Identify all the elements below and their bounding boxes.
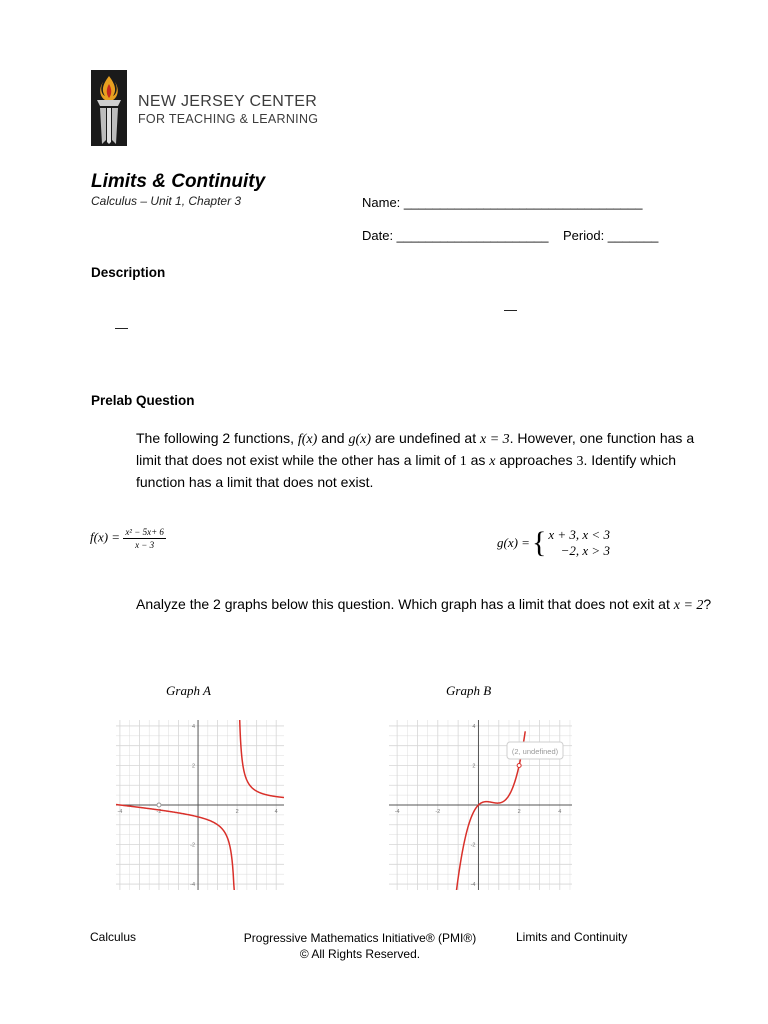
graph-a-y-tick-label: -2 [190, 842, 196, 849]
q1-x-symbol: x [489, 454, 496, 469]
footer-right: Limits and Continuity [516, 930, 628, 944]
graph-b-y-tick-label: 4 [472, 723, 476, 730]
period-field[interactable]: Period: _______ [563, 228, 659, 243]
q2-text: ? [703, 596, 712, 612]
q1-text: . Identify which function has a limit that does not exist. [136, 452, 677, 490]
graph-b-label: Graph B [446, 683, 492, 698]
q1-text: approaches [495, 452, 577, 468]
g-case-1: x + 3, x < 3 [548, 527, 610, 542]
graph-a-x-tick-label: 2 [235, 809, 239, 815]
g-brace: { [531, 526, 547, 559]
graph-a-label: Graph A [166, 683, 211, 698]
logo-line-2: FOR TEACHING & LEARNING [138, 112, 319, 126]
prelab-question-1 [136, 428, 716, 493]
date-field[interactable]: Date: _____________________ [362, 228, 549, 243]
graph-b-y-tick-label: -2 [470, 842, 476, 849]
q2-x-equals: x = 2 [673, 598, 704, 613]
flame-logo-icon [91, 70, 127, 146]
graph-b-x-tick-label: -4 [394, 809, 400, 815]
q1-approach-value: 3 [576, 454, 584, 469]
graph-b-x-tick-label: -2 [435, 809, 441, 815]
footer-left: Calculus [90, 930, 137, 944]
f-lhs: f(x) = [90, 529, 124, 545]
logo-line-1: NEW JERSEY CENTER [138, 93, 318, 110]
graph-b-x-tick-label: 2 [517, 809, 521, 815]
graph-a-x-tick-label: -4 [117, 809, 123, 815]
description-dash-2: — [115, 320, 128, 335]
graph-a-x-tick-label: -2 [156, 809, 162, 815]
graph-b-x-tick-label: 4 [558, 809, 562, 815]
page-subtitle: Calculus – Unit 1, Chapter 3 [91, 194, 242, 208]
q2-text: Analyze the 2 graphs below this question. Which graph has a limit that does not exit at [136, 596, 674, 612]
graph-a-y-tick-label: 4 [191, 723, 196, 730]
graph-a [116, 720, 284, 890]
logo-mark [91, 70, 127, 146]
graph-b-y-tick-label: 2 [472, 763, 476, 770]
graph-a-x-tick-label: 4 [274, 809, 278, 815]
description-heading: Description [91, 265, 166, 280]
q1-text: are undefined at [371, 430, 480, 446]
f-denominator: x − 3 [135, 540, 155, 550]
logo-text [138, 94, 318, 126]
graph-b-hole [517, 763, 521, 767]
graph-a-y-tick-label: 2 [191, 763, 196, 770]
page-title: Limits & Continuity [91, 171, 266, 192]
graph-b-annotation: (2, undefined) [511, 747, 559, 756]
prelab-question-2 [136, 594, 716, 616]
f-formula [90, 527, 166, 550]
graph-b [389, 720, 572, 890]
graph-a-hole [157, 803, 161, 807]
f-numerator: x² − 5x+ 6 [125, 527, 164, 537]
q1-text: and [317, 430, 349, 446]
graph-a-y-tick-label: -4 [190, 882, 196, 889]
q1-limit-value: 1 [459, 454, 467, 469]
q1-text: The following 2 functions, [136, 430, 298, 446]
name-field[interactable]: Name: _________________________________ [362, 195, 643, 210]
prelab-heading: Prelab Question [91, 393, 195, 408]
footer-center-line-1: Progressive Mathematics Initiative® (PMI®) [243, 931, 477, 945]
graph-b-y-tick-label: -4 [470, 882, 476, 889]
q1-text: as [466, 452, 490, 468]
g-formula [497, 527, 610, 559]
g-lhs: g(x) = [497, 535, 530, 550]
q1-x-equals: x = 3 [479, 432, 510, 447]
footer-center [200, 930, 520, 962]
q1-f-symbol: f(x) [297, 432, 318, 447]
graph-a-left-branch [116, 805, 234, 890]
description-dash-1: — [504, 302, 517, 317]
q1-g-symbol: g(x) [348, 432, 371, 447]
g-cases [548, 527, 610, 559]
footer-center-line-2: © All Rights Reserved. [299, 947, 421, 961]
f-fraction [123, 527, 166, 550]
q1-text: . However, one function has a limit that does not exist while the other has a limit of [136, 430, 695, 468]
graph-a-right-branch [239, 720, 284, 798]
g-case-2: −2, x > 3 [560, 543, 610, 558]
